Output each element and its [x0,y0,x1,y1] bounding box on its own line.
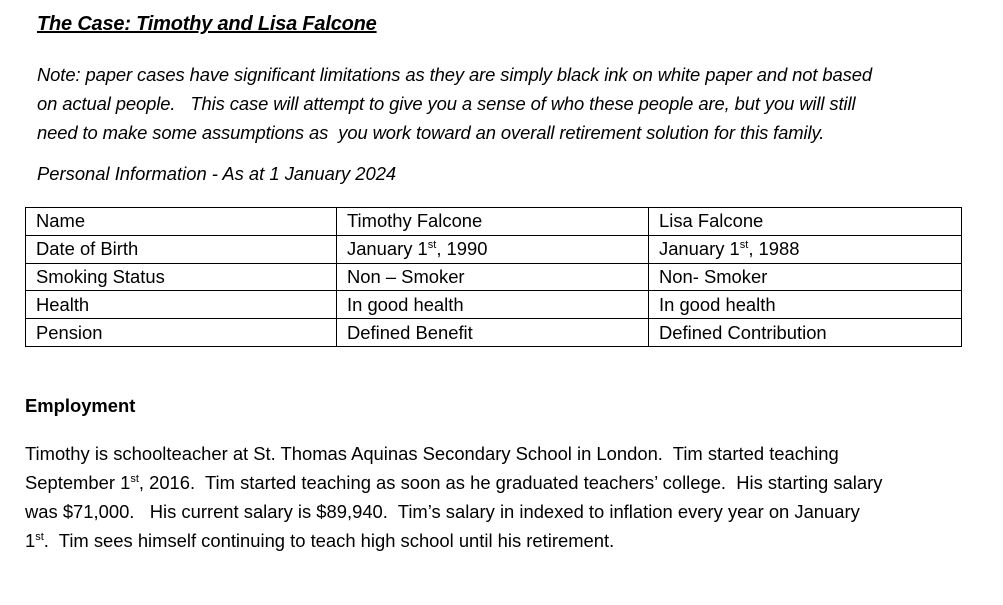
table-cell-label: Health [26,291,337,319]
note-line: need to make some assumptions as you work toward an overall retirement solution for this family. [37,122,825,143]
personal-info-table [25,207,962,347]
table-cell-lisa [649,235,962,263]
dob-month-day: January 1 [659,238,740,260]
ordinal-suffix: st [130,473,139,485]
personal-info-heading: Personal Information - As at 1 January 2024 [37,163,397,184]
table-cell-lisa: Defined Contribution [649,319,962,347]
table-cell-label: Date of Birth [26,235,337,263]
table-row-pension [26,319,962,347]
table-cell-label: Name [26,208,337,236]
table-cell-lisa: Lisa Falcone [649,208,962,236]
ordinal-suffix: st [35,531,44,543]
ordinal-suffix: st [427,239,437,252]
employment-line: Timothy is schoolteacher at St. Thomas Aquinas Secondary School in London. Tim started teaching [25,443,839,464]
ordinal-suffix: st [739,239,749,252]
employment-text: . Tim sees himself continuing to teach high school until his retirement. [43,530,615,551]
table-cell-label: Pension [26,319,337,347]
case-note [37,60,967,147]
employment-heading: Employment [25,395,136,416]
employment-text: September 1 [25,472,131,493]
employment-paragraph [25,439,975,555]
employment-text: , 2016. Tim started teaching as soon as he graduated teachers’ college. His starting salary [138,472,883,493]
table-row-date-of-birth [26,235,962,263]
employment-line: was $71,000. His current salary is $89,940. Tim’s salary in indexed to inflation every year on January [25,501,860,522]
employment-line [25,526,975,555]
table-cell-timothy: Non – Smoker [337,263,649,291]
table-cell-lisa: In good health [649,291,962,319]
dob-year: , 1988 [748,238,800,260]
table-cell-timothy: Timothy Falcone [337,208,649,236]
case-title: The Case: Timothy and Lisa Falcone [37,13,377,35]
table-cell-timothy: Defined Benefit [337,319,649,347]
employment-text: 1 [25,530,36,551]
table-row-name [26,208,962,236]
note-line: Note: paper cases have significant limitations as they are simply black ink on white paper and not based [37,64,873,85]
table-cell-timothy: In good health [337,291,649,319]
table-cell-label: Smoking Status [26,263,337,291]
table-cell-lisa: Non- Smoker [649,263,962,291]
table-row-health [26,291,962,319]
employment-line [25,468,975,497]
dob-month-day: January 1 [347,238,428,260]
table-row-smoking-status [26,263,962,291]
table-cell-timothy [337,235,649,263]
dob-year: , 1990 [436,238,488,260]
note-line: on actual people. This case will attempt to give you a sense of who these people are, but you will still [37,93,856,114]
